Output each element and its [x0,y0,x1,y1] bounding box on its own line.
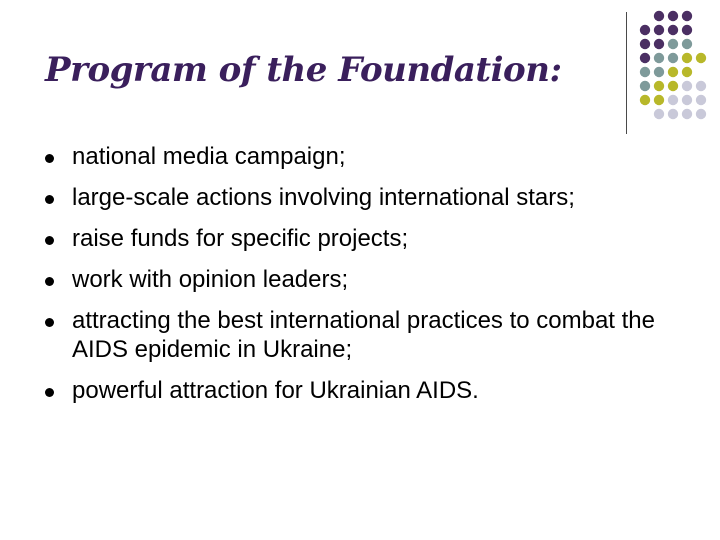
decorative-dot [682,81,692,91]
decorative-dot [654,25,664,35]
decorative-dot [640,53,650,63]
bullet-text: attracting the best international practices to combat the AIDS epidemic in Ukraine; [72,307,655,363]
bullet-text: large-scale actions involving international stars; [72,184,575,211]
bullet-item [45,265,665,294]
decorative-dot [654,39,664,49]
bullet-marker [45,195,54,204]
decorative-dot [682,95,692,105]
decorative-dot [682,53,692,63]
bullet-marker [45,318,54,327]
bullet-item [45,306,665,364]
decorative-dot [668,109,678,119]
decorative-dot [682,25,692,35]
decorative-dot [668,95,678,105]
decorative-dot [640,25,650,35]
bullet-marker [45,236,54,245]
decorative-dot [640,81,650,91]
decorative-dot [682,109,692,119]
bullet-item [45,376,665,405]
decorative-dot [654,109,664,119]
bullet-text: raise funds for specific projects; [72,225,409,252]
bullet-list [45,142,665,417]
decorative-dot [668,81,678,91]
decorative-dot-grid [638,10,718,120]
bullet-marker [45,277,54,286]
decorative-dot [640,67,650,77]
decorative-dot [668,25,678,35]
decorative-dot [640,95,650,105]
decorative-dot [682,11,692,21]
decorative-dot [654,81,664,91]
bullet-marker [45,388,54,397]
decorative-dot [640,39,650,49]
bullet-item [45,183,665,212]
decorative-dot [682,39,692,49]
decorative-dot [654,67,664,77]
decorative-dot [654,53,664,63]
decorative-dot [668,39,678,49]
decorative-dot [668,11,678,21]
bullet-text: national media campaign; [72,143,346,170]
decorative-dot [668,67,678,77]
title-divider [626,12,627,134]
decorative-dot [668,53,678,63]
bullet-item [45,224,665,253]
decorative-dot [696,81,706,91]
bullet-marker [45,154,54,163]
decorative-dot [654,11,664,21]
decorative-dot [696,109,706,119]
slide-title: Program of the Foundation: [45,50,562,90]
bullet-item [45,142,665,171]
decorative-dot [654,95,664,105]
bullet-text: powerful attraction for Ukrainian AIDS. [72,377,479,404]
decorative-dot [696,53,706,63]
decorative-dot [682,67,692,77]
bullet-text: work with opinion leaders; [72,266,349,293]
decorative-dot [696,95,706,105]
